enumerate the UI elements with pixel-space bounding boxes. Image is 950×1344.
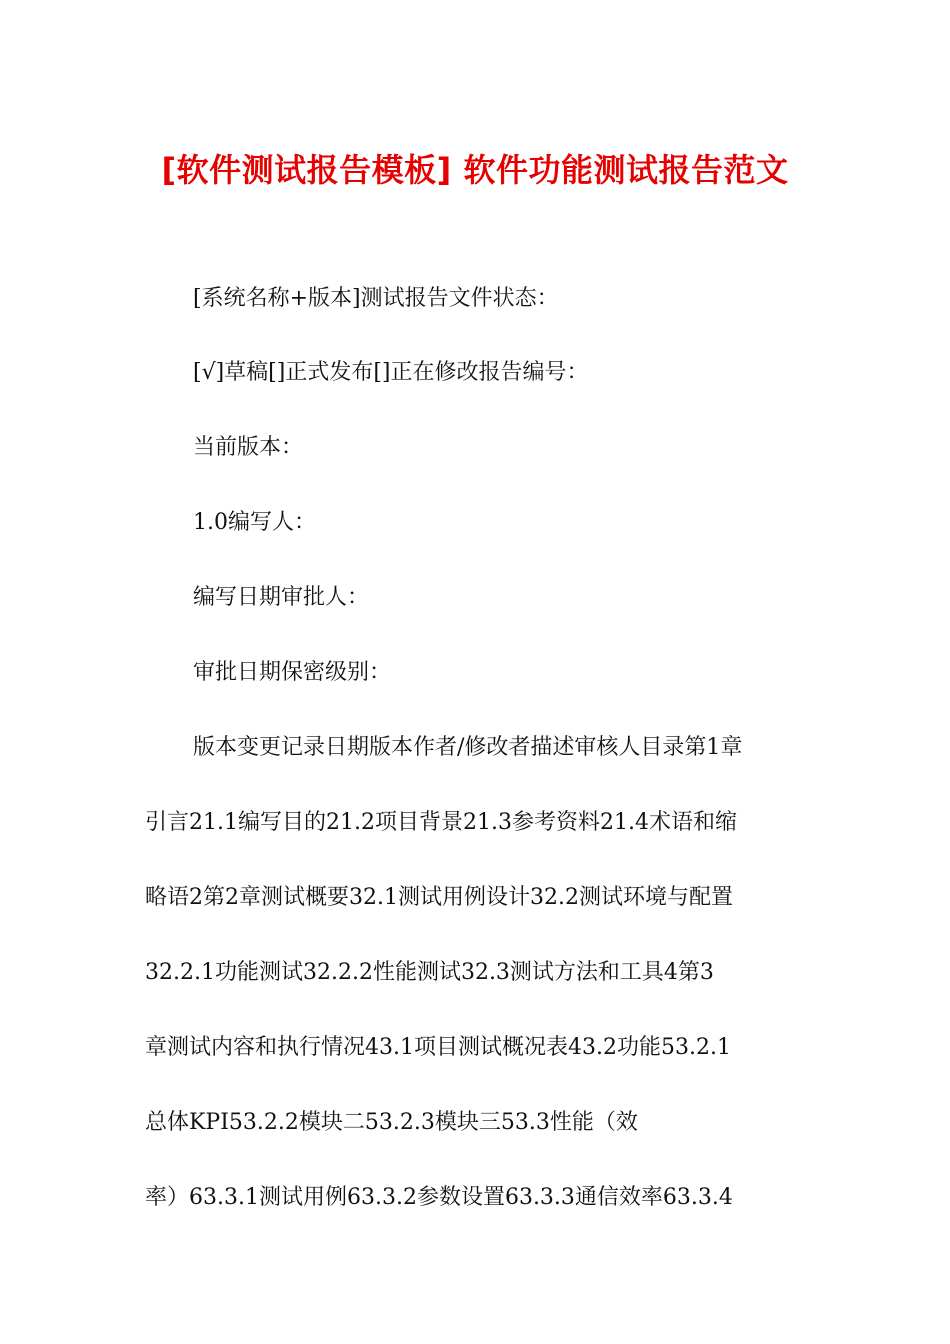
paragraph-approval-date: 审批日期保密级别： — [193, 660, 392, 685]
paragraph-current-version: 当前版本： — [193, 435, 304, 460]
paragraph-author: 1.0编写人： — [193, 510, 316, 535]
body-line: 略语2第2章测试概要32.1测试用例设计32.2测试环境与配置 — [145, 885, 733, 910]
body-line: 版本变更记录日期版本作者/修改者描述审核人目录第1章 — [193, 735, 743, 760]
body-line: 引言21.1编写目的21.2项目背景21.3参考资料21.4术语和缩 — [145, 810, 737, 835]
body-line: 率）63.3.1测试用例63.3.2参数设置63.3.3通信效率63.3.4 — [145, 1185, 733, 1210]
paragraph-write-date: 编写日期审批人： — [193, 585, 370, 610]
body-line: 32.2.1功能测试32.2.2性能测试32.3测试方法和工具4第3 — [145, 960, 714, 985]
body-line: 章测试内容和执行情况43.1项目测试概况表43.2功能53.2.1 — [145, 1035, 731, 1060]
document-title: [软件测试报告模板] 软件功能测试报告范文 — [161, 151, 789, 189]
paragraph-report-status: [√]草稿[]正式发布[]正在修改报告编号： — [193, 360, 589, 385]
body-line: 总体KPI53.2.2模块二53.2.3模块三53.3性能（效 — [145, 1110, 638, 1135]
paragraph-file-status: [系统名称+版本]测试报告文件状态： — [193, 286, 559, 311]
